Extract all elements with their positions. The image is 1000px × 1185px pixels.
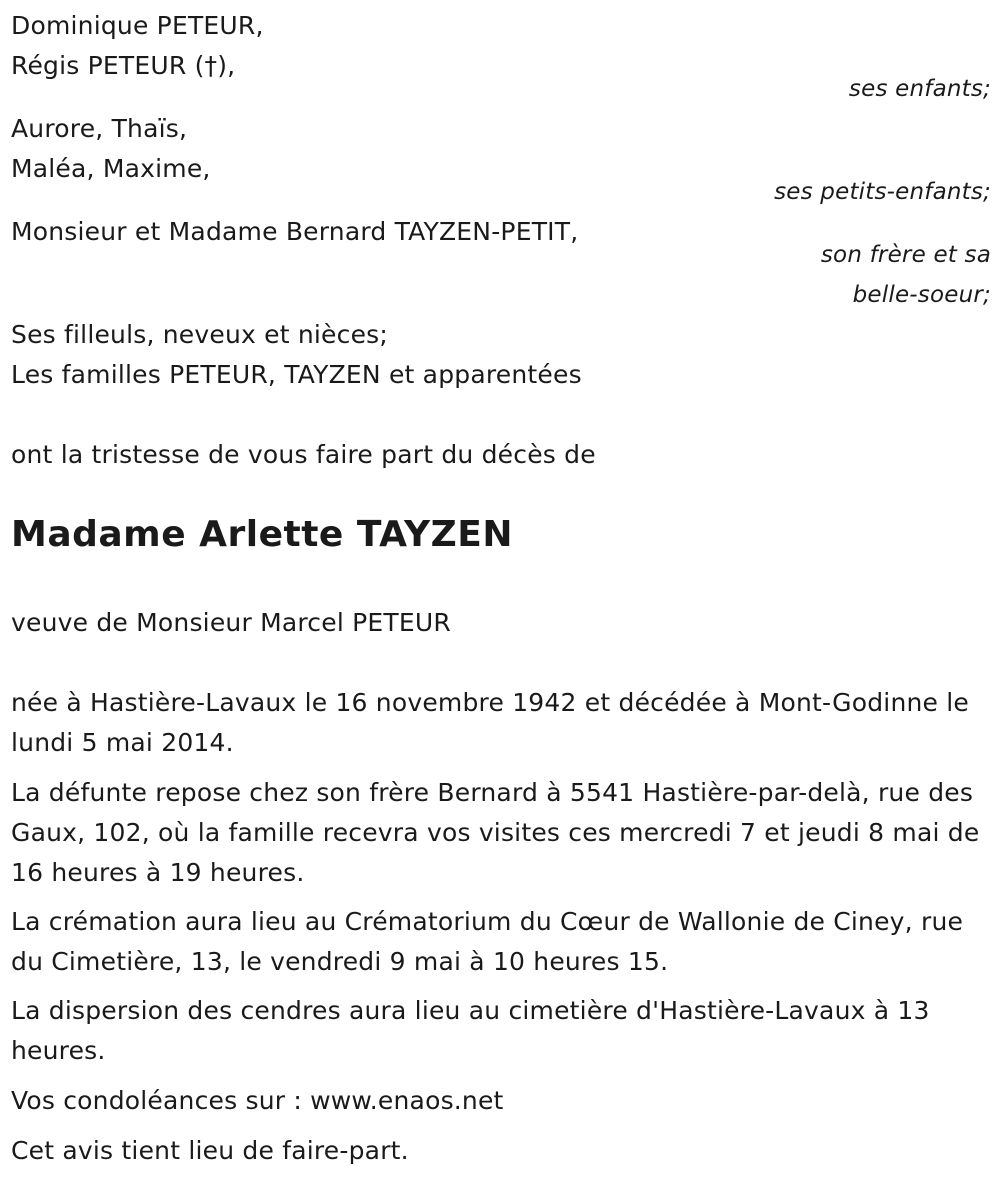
child-name-1: Dominique PETEUR, xyxy=(11,11,264,40)
obituary-notice xyxy=(11,0,991,1185)
condolences-line: Vos condoléances sur : www.enaos.net xyxy=(11,1086,504,1115)
closing-line: Cet avis tient lieu de faire-part. xyxy=(11,1136,409,1165)
others-line-1: Ses filleuls, neveux et nièces; xyxy=(11,320,389,349)
children-role: ses enfants; xyxy=(848,76,991,102)
sibling-name: Monsieur et Madame Bernard TAYZEN-PETIT, xyxy=(11,217,579,246)
sibling-role-line-1: son frère et sa xyxy=(820,242,991,268)
grandchildren-role: ses petits-enfants; xyxy=(774,179,991,205)
sibling-role-line-2: belle-soeur; xyxy=(852,282,991,308)
announcement-text: ont la tristesse de vous faire part du décès de xyxy=(11,440,596,469)
others-line-2: Les familles PETEUR, TAYZEN et apparentées xyxy=(11,360,582,389)
spouse-line: veuve de Monsieur Marcel PETEUR xyxy=(11,608,451,637)
cremation-paragraph: La crémation aura lieu au Crématorium du Cœur de Wallonie de Ciney, rue du Cimetière, 13, le vendredi 9 mai à 10 heures 15. xyxy=(11,907,964,976)
grandchild-names-1: Aurore, Thaïs, xyxy=(11,114,188,143)
birth-death-paragraph: née à Hastière-Lavaux le 16 novembre 1942 et décédée à Mont-Godinne le lundi 5 mai 2014. xyxy=(11,688,969,757)
visitation-paragraph: La défunte repose chez son frère Bernard à 5541 Hastière-par-delà, rue des Gaux, 102, où la famille recevra vos visites ces mercredi 7 et jeudi 8 mai de 16 heures à 19 heures. xyxy=(11,778,980,887)
ashes-paragraph: La dispersion des cendres aura lieu au cimetière d'Hastière-Lavaux à 13 heures. xyxy=(11,996,930,1065)
grandchild-names-2: Maléa, Maxime, xyxy=(11,154,211,183)
deceased-name: Madame Arlette TAYZEN xyxy=(11,514,513,555)
child-name-2: Régis PETEUR (†), xyxy=(11,51,236,80)
